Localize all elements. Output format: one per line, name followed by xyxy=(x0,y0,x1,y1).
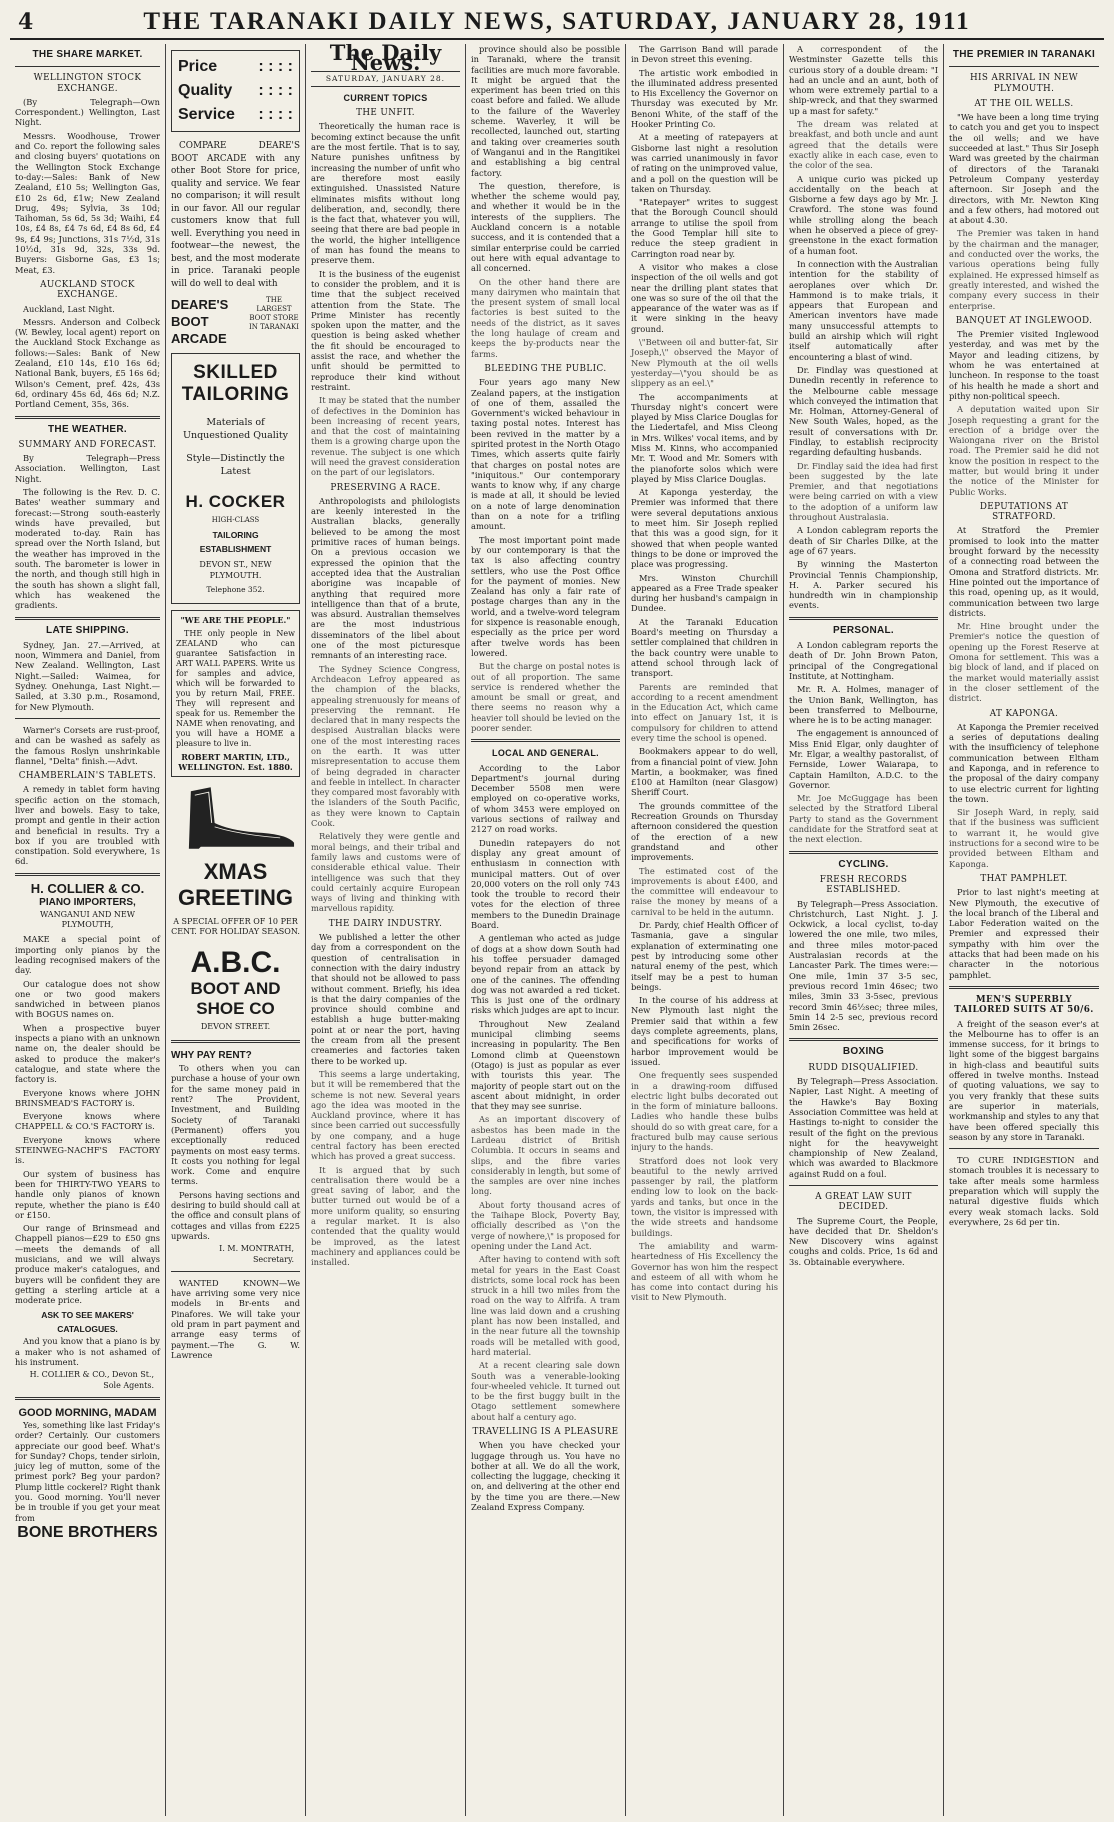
banquet-body: The Premier visited Inglewood yesterday, and was met by the Mayor and leading citizens, by whom he was entertained at luncheon. In response to the toast of his health he made a short and pithy non-political speech. xyxy=(949,329,1099,401)
materials-line: Materials of Unquestioned Quality xyxy=(182,417,289,441)
weather-heading: THE WEATHER. xyxy=(48,423,127,435)
kaponga-deputations: At Kaponga yesterday, the Premier was informed that there were several deputations anxious to meet him. Sir Joseph replied that this was a good sign, for it showed that when people wanted things to be done or improved the place was progressing. xyxy=(631,487,778,570)
everyone-knows-1: Everyone knows where JOHN BRINSMEAD'S FACTORY is. xyxy=(15,1087,160,1108)
collier-body-1: MAKE a special point of importing only pianos by the leading recognised makers of the day. xyxy=(15,934,160,976)
corsets-advert: Warner's Corsets are rust-proof, and can be washed as safely as the famous Roslyn unshrinkable flannel, "Delta" finish.—Advt. xyxy=(15,724,160,766)
shipping-heading: LATE SHIPPING. xyxy=(46,624,129,636)
forecast-heading: SUMMARY AND FORECAST. xyxy=(18,439,157,450)
education-board-item: At the Taranaki Education Board's meeting on Thursday a settler complained that children in the back country were unable to attend school through lack of transport. xyxy=(631,616,778,679)
cocker-name: H. COCKER xyxy=(185,492,286,511)
personal-item-3: The engagement is announced of Miss Enid Elgar, only daughter of Mr. Elgar, a wealthy pastoralist, of Fernside, Lower Waiarapa, to Captain Hamilton, A.D.C. to the Governor. xyxy=(789,728,938,790)
ladies-boot-illustration xyxy=(171,783,300,853)
why-pay-rent-body-2: Persons having sections and desiring to build should call at the office and consult plans of cottages and villas from £225 upwards. xyxy=(171,1189,300,1241)
forecast-intro: By Telegraph—Press Association. Wellington, Last Night. xyxy=(15,453,160,484)
column-1 xyxy=(10,44,166,1816)
local-item-3: A gentleman who acted as judge of dogs at a show down South had his toffee persuader damaged beyond repair from an attack by one of the canines. The offending dog was not awarded a red ticket. This is just one of the ordinary risks which judges are apt to incur. xyxy=(471,933,620,1016)
deputations-heading: DEPUTATIONS AT STRATFORD. xyxy=(979,501,1069,523)
collier-body-3: When a prospective buyer inspects a piano with an unknown name on, the dealer should be asked to produce the maker's catalogue, and state where the factory is. xyxy=(15,1022,160,1085)
pamphlet-body: Prior to last night's meeting at New Plymouth, the executive of the local branch of the Liberal and Labor Federation waited on the Premier and expressed their sympathy with him over the attacks that had been made on his character in the notorious pamphlet. xyxy=(949,887,1099,980)
illuminated-address: The artistic work embodied in the illuminated address presented to His Excellency the Governor on Thursday was executed by Mr. Benoni White, of the staff of the Hooker Printing Co. xyxy=(631,67,778,130)
column-5: The Garrison Band will parade in Devon street this evening. The artistic work embodied in the illuminated address presented to His Excellency the Governor on Thursday was executed by Mr. Benoni White, of the staff of the Hooker Printing Co. At a meeting of ratepayers at Gisborne last night a resolution was carried unanimously in favor of rating on the unimproved value, and a poll on the question will be taken on Thursday. "Ratepayer" writes to suggest that the Borough Council should arrange to utilise the spoil from the Good Templar hill site to reduce the steep gradient in Carrington road near by. A visitor who makes a close inspection of the oil wells and got near the drilling plant states that one was so sure of the oil that the appearance of the water was as if it were sinking in the heavy ground. \"Between oil and butter-fat, Sir Joseph,\" observed the Mayor of New Plymouth at the oil wells yesterday—\"you should be as slippery as an eel.\" The accompaniments at Thursday night's concert were played by Miss Clarice Douglas for the Liedertafel, and Miss Cleong in Mrs. Wilkes' vocal items, and by Miss M. Kinns, who accompanied Mr. T. Wood and Mr. Somers with the pianoforte solos which were played by Miss Clarice Douglas. At Kaponga yesterday, the Premier was informed that there were several deputations anxious to meet him. Sir Joseph replied that this was a good sign, for it showed that when people wanted things to be done or improved the place was progressing. Mrs. Winston Churchill appeared as a Free Trade speaker during her husband's campaign in Dundee. At the Taranaki Education Board's meeting on Thursday a settler complained that children in the back country were unable to attend school through lack of transport. Parents are reminded that according to a recent amendment in the Education Act, which came into effect on January 1st, it is compulsory for children to attend every time the school is opened. Bookmakers appear to do well, from a financial point of view. John Martin, a bookmaker, was fined £100 at Hamilton (near Glasgow) Sheriff Court. The grounds committee of the Recreation Grounds on Thursday afternoon considered the question of the erection of a new grandstand and other improvements. The estimated cost of the improvements is about £400, and the committee will endeavour to raise the money by means of a carnival to be held in the autumn. Dr. Pardy, chief Health Officer of Tasmania, gave a singular explanation of exterminating one pest by introducing some other natural enemy of the pest, which itself may be a pest to human beings. In the course of his address at New Plymouth last night the Premier said that within a few days complete agreements, plans, and specifications for works of harbor improvement would be issued. One frequently sees suspended in a drawing-room diffused electric light bulbs decorated out in the form of miniature balloons. Ladies who handle these bulbs should do so with great care, for a fractured bulb may cause serious injury to the hands. Stratford does not look very beautiful to the newly arrived passenger by rail, the platform ending low to look on the back-yards and tanks, but once in the town, the visitor is impressed with the wide streets and handsome buildings. The amiability and warm-heartedness of His Excellency the Governor has won him the respect and esteem of all with whom he has come into contact during his visit to New Plymouth. xyxy=(626,44,784,1816)
chamberlain-body: A remedy in tablet form having specific action on the stomach, liver and bowels. Easy to take, prompt and gentle in their action and beneficial in results. Try a box if you are troubled with constipation. Sold everywhere, 1s 6d. xyxy=(15,784,160,867)
skilled-tailoring: SKILLED TAILORING xyxy=(181,362,290,405)
churchill-item: Mrs. Winston Churchill appeared as a Free Trade speaker during her husband's campaign in Dundee. xyxy=(631,572,778,614)
cocker-advert xyxy=(171,353,300,604)
oil-wells-heading: AT THE OIL WELLS. xyxy=(974,98,1074,109)
concert-accompaniments: The accompaniments at Thursday night's concert were played by Miss Clarice Douglas for the Liedertafel, and Miss Cleong in Mrs. Wilkes' vocal items, and by Miss M. Kinns, who accompanied Mr. T. Wood and Mr. Somers with the pianoforte solos which were played by Miss Clarice Douglas. xyxy=(631,391,778,484)
columns xyxy=(10,44,1104,1816)
catalogues-line: ASK TO SEE MAKERS' CATALOGUES. xyxy=(41,1310,134,1335)
good-morning-body: Yes, something like last Friday's order? Certainly. Our customers appreciate our good beef. What's for Sunday? Chops, tender sirloin, juicy leg of mutton, some of the primest pork? Beg your pardon? Plump little cockerel? Right thank you. Good morning. You'll never be in trouble if you get your meat from xyxy=(15,1419,160,1523)
fresh-records-heading: FRESH RECORDS ESTABLISHED. xyxy=(819,874,908,896)
wellington-exchange-heading: WELLINGTON STOCK EXCHANGE. xyxy=(33,73,142,94)
local-item-1: According to the Labor Department's journal during December 5508 men were employed on co-operative works, of whom 3453 were employed on various sections of railway and 2127 on road works. xyxy=(471,762,620,835)
ratepayer-letter: "Ratepayer" writes to suggest that the Borough Council should arrange to utilise the spoil from the Good Templar hill site to reduce the steep gradient in Carrington road near by. xyxy=(631,197,778,259)
cycling-heading: CYCLING. xyxy=(838,858,889,870)
premier-harbor-item: In the course of his address at New Plymouth last night the Premier said that within a few days complete agreements, plans, and specifications for works of harbor improvement would be issued. xyxy=(631,995,778,1067)
chamberlain-heading: CHAMBERLAIN'S TABLETS. xyxy=(18,771,157,782)
preserving-race-heading: PRESERVING A RACE. xyxy=(330,482,441,493)
cocker-high-class: HIGH-CLASS xyxy=(211,516,260,524)
forecast-body: The following is the Rev. D. C. Bates' weather summary and forecast:—Strong south-easterly winds have prevailed, but moderated to-day. Rain has spread over the North Island, but the weather has improved in the south. The barometer is lower in the north, and though still high in the south has shown a slight fall, which has weakened the gradients. xyxy=(15,486,160,611)
masthead xyxy=(10,6,1104,40)
bleeding-body: Four years ago many New Zealand papers, at the instigation of one of them, assailed the Government's wicked behaviour in taxing postal notes. Interest has been revived in the matter by a spirited protest in the North Otago Times, which asserts quite fairly that charges on postal notes are "iniquitous." Our contemporary wants to know why, if any charge is made at all, it should be levied on a note of large denomination than on a note for a trifling amount. xyxy=(471,377,620,532)
everyone-knows-3: Everyone knows where STEINWEG-NACHF'S FACTORY is. xyxy=(15,1134,160,1166)
gisborne-ratepayers: At a meeting of ratepayers at Gisborne last night a resolution was carried unanimously in favor of rating on the unimproved value, and a poll on the question will be taken on Thursday. xyxy=(631,132,778,194)
collier-body-2: Our catalogue does not show one or two good makers sandwiched in between pianos with BOGUS names on. xyxy=(15,978,160,1020)
local-item-4: Throughout New Zealand municipal climbing seems increasing in popularity. The Ben Lomond climb at Queenstown (Otago) is just as popular as ever with tourists this year. The majority of people start out on the ascent about midnight, in order that they may see sunrise. xyxy=(471,1018,620,1112)
wanted-known: WANTED KNOWN—We have arriving some very nice models in Br-ents and Pinafores. We will take your old pram in part payment and arrange easy terms of payment.—The G. W. Lawrence xyxy=(171,1277,300,1360)
column-3: The Daily News. SATURDAY, JANUARY 28. CURRENT TOPICS THE UNFIT. Theoretically the human race is becoming extinct because the unfit are the most fertile. That is to say, Nature punishes unfitness by increasing the number of unfit who are therefore most easily extinguished. Unassisted Nature eliminates misfits without long deliberation, and, secondly, there is the fact that, whatever you will, seeing that there are bad people in the world, the higher intelligence of man has found the means to preserve them. It is the business of the eugenist to consider the problem, and it is time that the subject received attention from the State. The Prime Minister has recently spoken upon the matter, and the question is being asked whether the fit should be encouraged to assist the race, and whether the unfit should be permitted to reproduce their kind without restraint. It may be stated that the number of defectives in the Dominion has been increasing of recent years, and that the cost of maintaining them is a growing charge upon the revenue. The subject is one which will need the gravest consideration on the part of our legislators. PRESERVING A RACE. Anthropologists and philologists are keenly interested in the Australian blacks, generally believed to be among the most primitive races of human beings. On a previous occasion we expressed the opinion that the accepted idea that the Australian aborigine was incapable of anything that required more intelligence than that of a brute, was absurd. Australian themselves are the most industrious disseminators of the libel about one of the most picturesque remnants of an interesting race. The Sydney Science Congress, Archdeacon Lefroy appeared as the champion of the blacks, appealing strenuously for means of preserving the remnant. He declared that in many respects the despised Australian blacks were one of the most interesting races on the earth. It was utter misrepresentation to accuse them of being degraded in character and feeble in intellect. In character they compared most favorably with the islanders of the South Pacific, as they were known to Captain Cook. Relatively they were gentle and moral beings, and their tribal and family laws and customs were of considerable ethical value. Their intelligence was such that they could certainly acquire European ways of living and thinking with marvellous rapidity. THE DAIRY INDUSTRY. We published a letter the other day from a correspondent on the question of centralisation in connection with the dairy industry that should not be allowed to pass without comment. Briefly, his idea is that the dairy companies of the province should combine and establish a huge butter-making point at or near the port, having the cream from all the present creameries and factories taken there to be worked up. This seems a large undertaking, but it will be remembered that the scheme is not new. Several years ago the idea was mooted in the Auckland province, where it has since been carried out successfully by one company, and a huge central factory has been erected which has proved a great success. It is argued that by such centralisation there would be a great saving of labor, and the butter turned out would be of a more uniform quality, so ensuring a regular market. It is also contended that the quality would be improved, as the latest machinery and appliances could be installed. xyxy=(306,44,466,1816)
cocker-telephone: Telephone 352. xyxy=(206,584,265,594)
xmas-greeting: XMAS GREETING xyxy=(178,859,293,911)
law-suit-body: The Supreme Court, the People, have decided that Dr. Sheldon's New Discovery wins against coughs and colds. Price, 1s 6d and 3s. Obtainable everywhere. xyxy=(789,1215,938,1267)
xmas-offer: A SPECIAL OFFER OF 10 PER CENT. FOR HOLIDAY SEASON. xyxy=(171,917,300,937)
banquet-heading: BANQUET AT INGLEWOOD. xyxy=(955,315,1093,326)
law-suit-heading: A GREAT LAW SUIT DECIDED. xyxy=(815,1191,912,1213)
deare-tagline: THE LARGEST BOOT STORE IN TARANAKI xyxy=(249,296,299,331)
rudd-disqualified-heading: RUDD DISQUALIFIED. xyxy=(808,1062,919,1073)
dilke-death: A London cablegram reports the death of Sir Charles Dilke, at the age of 67 years. xyxy=(789,525,938,556)
style-line: Style—Distinctly the Latest xyxy=(186,453,285,477)
why-pay-rent-body: To others when you can purchase a house of your own for the same money paid in rent? The Provident, Investment, and Building Society of Taranaki (Permanent) offers you exceptionally reduced payments on most easy terms. It costs you nothing for legal work. Come and enquire terms. xyxy=(171,1063,300,1187)
current-topics-heading: CURRENT TOPICS xyxy=(343,92,428,103)
dairy-heading: THE DAIRY INDUSTRY. xyxy=(328,918,443,929)
collier-towns: WANGANUI AND NEW PLYMOUTH, xyxy=(39,909,135,930)
auckland-body: Messrs. Anderson and Colbeck (W. Bewley, local agent) report on the Auckland Stock Exchange as follows:—Sales: Bank of New Zealand, £10 14s, £10 16s 6d; National Bank, buyers, £5 16s 6d; Wilson's Cement, pref. 42s, 43s 6d, ordinary 45s 6d, 46s 6d; N.Z. Portland Cement, 35s, 36s. xyxy=(15,316,160,410)
auckland-exchange-heading: AUCKLAND STOCK EXCHANGE. xyxy=(40,279,135,301)
wellington-intro: (By Telegraph—Own Correspondent.) Wellington, Last Night. xyxy=(15,96,160,128)
range-body: Our range of Brinsmead and Chappell pianos—£29 to £50 gns—meets the demands of all musicians, and we will always produce maker's catalogues, and buyers will be confident they are getting a sterling article at a moderate price. xyxy=(15,1223,160,1306)
system-body: Our system of business has been for THIRTY-TWO YEARS to handle only pianos of known repute, whether the piano is £40 or £150. xyxy=(15,1168,160,1220)
column-6: A correspondent of the Westminster Gazette tells this curious story of a double dream: "I had an uncle and an aunt, both of whom were extremely partial to a ship-wreck, and that they swarmed up a mast for safety." The dream was related at breakfast, and both uncle and aunt agreed that the details were exactly alike in each case, even to the color of the sea. A unique curio was picked up accidentally on the beach at Gisborne a few days ago by Mr. J. Crawford. The stone was found while strolling along the beach when he observed a piece of grey-greenstone in the exact formation of a human foot. In connection with the Australian intention for the stability of aeroplanes over which Dr. Hammond is to make trials, it appears that European and American inventors have made many unsuccessful attempts to build an airship which will right itself automatically after encountering a blast of wind. Dr. Findlay was questioned at Dunedin recently in reference to the Melbourne cable message which conveyed the intimation that Mr. Holman, Attorney-General of New South Wales, hoped, as the result of conversations with Dr. Findlay, to establish reciprocity regarding defaulting husbands. Dr. Findlay said the idea had first been suggested by the late Premier, and that negotiations were being carried on with a view to the adoption of a uniform law throughout Australasia. A London cablegram reports the death of Sir Charles Dilke, at the age of 67 years. By winning the Masterton Provincial Tennis Championship, H. A. Parker secured his hundredth win in championship events. PERSONAL. A London cablegram reports the death of Dr. John Brown Paton, principal of the Congregational Institute, at Nottingham. Mr. R. A. Holmes, manager of the Union Bank, Wellington, has been transferred to Melbourne, where he is to be acting manager. The engagement is announced of Miss Enid Elgar, only daughter of Mr. Elgar, a wealthy pastoralist, of Fernside, Lower Waiarapa, to Captain Hamilton, A.D.C. to the Governor. Mr. Joe McGuggage has been selected by the Stratford Liberal Party to stand as the Government candidate for the Stratford seat at the next election. CYCLING. FRESH RECORDS ESTABLISHED. By Telegraph—Press Association. Christchurch, Last Night. J. J. Ockwick, a local cyclist, to-day lowered the one mile, two miles, and three miles motor-paced Australasian records at the Lancaster Park. The times were:—One mile, 1min 37 3-5 sec, previous record 1min 46sec; two miles, 3min 33 3-5sec, previous record 3min 46½sec; three miles, 5min 14 2-5 sec, previous record 5min 26sec. BOXING RUDD DISQUALIFIED. By Telegraph—Press Association. Napier, Last Night. A meeting of the Hawke's Bay Boxing Association Committee was held at Hastings to-night to consider the result of the fight on the previous night for the heavyweight championship of New Zealand, which was awarded to Blackmore against Rudd on a foul. A GREAT LAW SUIT DECIDED. The Supreme Court, the People, have decided that Dr. Sheldon's New Discovery wins against coughs and colds. Price, 1s 6d and 3s. Obtainable everywhere. xyxy=(784,44,944,1816)
the-daily-news-title: The Daily News. xyxy=(329,44,442,76)
why-pay-rent: WHY PAY RENT? xyxy=(171,1050,252,1062)
shipping-body: Sydney, Jan. 27.—Arrived, at noon, Wimmera and Daniel, from New Zealand. Wellington, Last Night.—Sailed: Waimea, for Sydney. Onehunga, Last Night.—Sailed, at 3.30 p.m., Rosamond, for New Plymouth. xyxy=(15,639,160,712)
we-are-the-people: "WE ARE THE PEOPLE." xyxy=(180,615,291,626)
page-number: 4 xyxy=(18,9,34,35)
unfit-heading: THE UNFIT. xyxy=(356,108,415,119)
boxing-heading: BOXING xyxy=(842,1046,885,1058)
oil-wells-body: "We have been a long time trying to catch you and get you to inspect the oil wells; and we have succeeded at last." Thus Sir Joseph Ward was greeted by the chairman of directors of the Taranaki Petroleum Company yesterday afternoon. Sir Joseph and the directors, with Mr. Newton King and a few others, had motored out at about 4.30. xyxy=(949,112,1099,226)
tasmania-health-item: Dr. Pardy, chief Health Officer of Tasmania, gave a singular explanation of exterminating one pest by introducing some other natural enemy of the pest, which itself may be a pest to human beings. xyxy=(631,920,778,992)
personal-item-2: Mr. R. A. Holmes, manager of the Union Bank, Wellington, has been transferred to Melbourne, where he is to be acting manager. xyxy=(789,684,938,726)
service-word: Service xyxy=(178,106,235,123)
newspaper-title: THE TARANAKI DAILY NEWS, SATURDAY, JANUARY 28, 1911 xyxy=(143,8,971,35)
oil-wells-visitor: A visitor who makes a close inspection of the oil wells and got near the drilling plant states that one was so sure of the oil that the appearance of the water was as if it were sinking in the heavy ground. xyxy=(631,261,778,334)
bleeding-heading: BLEEDING THE PUBLIC. xyxy=(484,363,607,374)
airship-item: In connection with the Australian intention for the stability of aeroplanes over which Dr. Hammond is to make trials, it appears that European and American inventors have made many unsuccessful attempts to build an airship which will right itself automatically after encountering a blast of wind. xyxy=(789,258,938,362)
deputations-body: At Stratford the Premier promised to look into the matter brought forward by the necessity of a connecting road between the Omona and Stratford districts. Mr. Hine pointed out the importance of this road, opening up, as it would, communication between two large districts. xyxy=(949,525,1099,618)
wellington-body: Messrs. Woodhouse, Trower and Co. report the following sales and closing buyers' quotations on the Wellington Stock Exchange to-day:—Sales: Bank of New Zealand, £10 5s; Wellington Gas, £10 2s 6d, £1w; New Zealand Drug, 49s; Sylvia, 3s 10d; Taihoman, 5s 6d, 5s 3d; Waihi, £4 10s, £4 8s, £4 7s 6d, £4 8s 6d, £4 9s, £4 9s; Junctions, 31s 7½d, 31s 10½d, 31s 9d, 32s, 33s 9d. Buyers: Gisborne Gas, £3 1s; Meat, £3. xyxy=(15,130,160,275)
unfit-body: Theoretically the human race is becoming extinct because the unfit are the most fertile. That is to say, Nature punishes unfitness by increasing the number of unfit who are therefore most easily extinguished. Unassisted Nature eliminates misfits without long deliberation, and, secondly, there is the fact that, whatever you will, seeing that there are bad people in the world, the higher intelligence of man has found the means to preserve them. xyxy=(311,121,460,266)
garrison-band: The Garrison Band will parade in Devon street this evening. xyxy=(631,44,778,65)
compare-deare-body: COMPARE DEARE'S BOOT ARCADE with any other Boot Store for price, quality and service. We fear no comparison; it will result in our favor. All our regular customers know that full well. Everything you need in footwear—the newest, the best, and the most moderate in price. Taranaki people will do well to deal with xyxy=(171,141,300,289)
cocker-address: DEVON ST., NEW PLYMOUTH. xyxy=(199,560,272,580)
deare-price-ad: Price : : : : Quality : : : : Service : : : : xyxy=(171,50,300,132)
indigestion-advert: TO CURE INDIGESTION and stomach troubles it is necessary to take after meals some harmless preparation which will supply the natural digestive fluids which every weak stomach lacks. Sold everywhere, 2s 6d per tin. xyxy=(949,1155,1099,1227)
suits-heading: MEN'S SUPERBLY TAILORED SUITS AT 50/6. xyxy=(954,994,1094,1016)
kaponga-heading: AT KAPONGA. xyxy=(989,708,1059,719)
personal-heading: PERSONAL. xyxy=(832,624,895,636)
pamphlet-heading: THAT PAMPHLET. xyxy=(980,873,1068,884)
everyone-knows-2: Everyone knows where CHAPPELL & CO.'S FACTORY is. xyxy=(15,1111,160,1132)
unfit-body-2: It is the business of the eugenist to consider the problem, and it is time that the subject received attention from the State. The Prime Minister has recently spoken upon the matter, and the question is being asked whether the fit should be encouraged to assist the race, and whether the unfit should be permitted to reproduce their kind without restraint. xyxy=(311,268,460,392)
bookmakers-item: Bookmakers appear to do well, from a financial point of view. John Martin, a bookmaker, was fined £100 at Hamilton (near Glasgow) Sheriff Court. xyxy=(631,746,778,798)
auckland-intro: Auckland, Last Night. xyxy=(23,303,115,314)
catalogues-body: And you know that a piano is by a maker who is not ashamed of his instrument. xyxy=(15,1336,160,1368)
dairy-continuation: province should also be possible in Taranaki, where the transit facilities are much more favorable. It might be argued that the experiment has been tried on this coast before and failed. We allude to the failure of the Waverley scheme. Waverley, it will be recollected, launched out, starting and taking over creameries south of Wanganui and in the Rangitikei and establishing a big central factory. xyxy=(471,44,620,178)
column-2 xyxy=(166,44,306,1816)
cycling-body: By Telegraph—Press Association. Christchurch, Last Night. J. J. Ockwick, a local cyclist, to-day lowered the one mile, two miles, and three miles motor-paced Australasian records at the Lancaster Park. The times were:—One mile, 1min 37 3-5 sec, previous record 1min 46sec; two miles, 3min 33 3-5sec, previous record 3min 46½sec; three miles, 5min 14 2-5 sec, previous record 5min 26sec. xyxy=(789,898,938,1033)
column-7: THE PREMIER IN TARANAKI HIS ARRIVAL IN NEW PLYMOUTH. AT THE OIL WELLS. "We have been a long time trying to catch you and get you to inspect the oil wells; and we have succeeded at last." Thus Sir Joseph Ward was greeted by the chairman of directors of the Taranaki Petroleum Company yesterday afternoon. Sir Joseph and the directors, with Mr. Newton King and a few others, had motored out at about 4.30. The Premier was taken in hand by the chairman and the manager, and conducted over the works, the various operations being fully explained. He expressed himself as greatly interested, and wished the company every success in their enterprise. BANQUET AT INGLEWOOD. The Premier visited Inglewood yesterday, and was met by the Mayor and leading citizens, by whom he was entertained at luncheon. In response to the toast of his health he made a short and pithy non-political speech. A deputation waited upon Sir Joseph requesting a grant for the erection of a bridge over the Waiongana river on the Bristol road. The Premier said he did not know the position in respect to the matter, but would bring it under the notice of the Minister for Public Works. DEPUTATIONS AT STRATFORD. At Stratford the Premier promised to look into the matter brought forward by the necessity of a connecting road between the Omona and Stratford districts. Mr. Hine pointed out the importance of this road, opening up, as it would, communication between two large districts. Mr. Hine brought under the Premier's notice the question of opening up the Forest Reserve at Omona for settlement. This was a big block of land, and if placed on the market would materially assist in the closer settlement of the district. AT KAPONGA. At Kaponga the Premier received a series of deputations dealing with the insufficiency of telephone communication between Eltham and Kaponga, and in reference to the proposal of the dairy company to use electric current for lighting the town. Sir Joseph Ward, in reply, said that if the business was sufficient to warrant it, he would give instructions for a second wire to be provided between Eltham and Kaponga. THAT PAMPHLET. Prior to last night's meeting at New Plymouth, the executive of the local branch of the Liberal and Labor Federation waited on the Premier and expressed their sympathy with him over the attacks that had been made on his character in the notorious pamphlet. MEN'S SUPERBLY TAILORED SUITS AT 50/6. A freight of the season ever's at the Melbourne has to offer is an immense success, for it brings to light some of the biggest bargains in high-class and beautiful suits offered in twelve months. Instead of quoting valuations, we say to you very frankly that these suits are superior in materials, workmanship and styles to any that have been offered specially this season by any store in Taranaki. TO CURE INDIGESTION and stomach troubles it is necessary to take after meals some harmless preparation which will supply the natural digestive fluids which every weak stomach lacks. Sold everywhere, 2s 6d per tin. xyxy=(949,49,1099,1227)
collier-subheading: PIANO IMPORTERS, xyxy=(39,896,136,908)
suits-body: A freight of the season ever's at the Melbourne has to offer is an immense success, for it brings to light some of the biggest bargains in high-class and beautiful suits offered in twelve months. Instead of quoting valuations, we say to you very frankly that these suits are superior in materials, workmanship and styles to any that have been offered specially this season by any store in Taranaki. xyxy=(949,1018,1099,1142)
robert-martin: ROBERT MARTIN, LTD., WELLINGTON. Est. 1880. xyxy=(178,752,293,773)
column-4: province should also be possible in Taranaki, where the transit facilities are much more favorable. It might be argued that the experiment has been tried on this coast before and failed. We allude to the failure of the Waverley scheme. Waverley, it will be recollected, launched out, starting and taking over creameries south of Wanganui and in the Rangitikei and establishing a big central factory. The question, therefore, is whether the scheme would pay, and whether it would be in the interests of the suppliers. The Auckland concern is a notable success, and it is contended that a similar enterprise could be carried out here with equal advantage to all concerned. On the other hand there are many dairymen who maintain that the present system of small local factories is best suited to the needs of the district, as it saves the long haulage of cream and keeps the by-products near the farms. BLEEDING THE PUBLIC. Four years ago many New Zealand papers, at the instigation of one of them, assailed the Government's wicked behaviour in taxing postal notes. Interest has been revived in the matter by a spirited protest in the North Otago Times, which asserts quite fairly that charges on postal notes are "iniquitous." Our contemporary wants to know why, if any charge is made at all, it should be levied on a note of large denomination than on a note for a trifling amount. The most important point made by our contemporary is that the tax is also affecting country settlers, who use the Post Office for the payment of monies. New Zealand has only a fair rate of postage charges than any in the world, and a twelve-word telegram for sixpence is reasonable enough, especially as the price per word after twelve words has been lowered. But the charge on postal notes is out of all proportion. The same service is rendered whether the amount be small or great, and there seems no reason why a heavier toll should be levied on the poorer sender. LOCAL AND GENERAL. According to the Labor Department's journal during December 5508 men were employed on co-operative works, of whom 3453 were employed on various sections of railway and 2127 on road works. Dunedin ratepayers do not display any great amount of enthusiasm in connection with municipal matters. Out of over 20,000 voters on the roll only 743 took the trouble to record their votes for the election of three members to the Dunedin Drainage Board. A gentleman who acted as judge of dogs at a show down South had his toffee persuader damaged beyond repair from an attack by one of the canines. The offending dog was not awarded a red ticket. This is just one of the ordinary risks which judges are apt to incur. Throughout New Zealand municipal climbing seems increasing in popularity. The Ben Lomond climb at Queenstown (Otago) is just as popular as ever with tourists this year. The majority of people start out on the ascent about midnight, in order that they may see sunrise. As an important discovery of asbestos has been made in the Lardeau district of British Columbia. It occurs in seams and slips, and the fibre varies considerably in length, but some of the samples are over nine inches long. About forty thousand acres of the Taihape Block, Poverty Bay, officially described as \"on the verge of nowhere,\" is proposed for opening under the Land Act. After having to contend with soft metal for years in the East Coast districts, some local rock has been struck in a hill two miles from the road on the way to Alfrifa. A tram line was laid down and a crushing plant has now been installed, and in the near future all the township roads will be metalled with good, hard material. At a recent clearing sale down South was a venerable-looking four-wheeled vehicle. It turned out to be the first buggy built in the Otago settlement somewhere about half a century ago. TRAVELLING IS A PLEASURE When you have checked your luggage through us. You have no bother at all. We do all the work, collecting the luggage, checking it on, and delivering at the other end by the time you are there.—New Zealand Express Company. xyxy=(466,44,626,1816)
tailoring-establishment: TAILORING ESTABLISHMENT xyxy=(199,530,272,555)
tennis-item: By winning the Masterton Provincial Tennis Championship, H. A. Parker secured his hundredth win in championship events. xyxy=(789,559,938,611)
boxing-body: By Telegraph—Press Association. Napier, Last Night. A meeting of the Hawke's Bay Boxing Association Committee was held at Hastings to-night to consider the result of the fight on the previous night for the heavyweight championship of New Zealand, which was awarded to Blackmore against Rudd on a foul. xyxy=(789,1076,938,1179)
dairy-continuation-2: The question, therefore, is whether the scheme would pay, and whether it would be in the interests of the suppliers. The Auckland concern is a notable success, and it is contended that a similar enterprise could be carried out here with equal advantage to all concerned. xyxy=(471,180,620,274)
quality-word: Quality xyxy=(178,82,233,99)
premier-heading: THE PREMIER IN TARANAKI xyxy=(952,49,1096,60)
martin-advert xyxy=(171,610,300,777)
good-morning-heading: GOOD MORNING, MADAM xyxy=(18,1406,157,1419)
bone-brothers: BONE BROTHERS xyxy=(17,1523,158,1541)
share-market-heading: THE SHARE MARKET. xyxy=(32,49,143,60)
travelling-heading: TRAVELLING IS A PLEASURE xyxy=(472,1427,619,1437)
deare-name: DEARE'S BOOT ARCADE xyxy=(171,297,229,346)
travelling-body: When you have checked your luggage through us. You have no bother at all. We do all the work, collecting the luggage, checking it on, and delivering at the other end by the time you are there.—New Zealand Express Company. xyxy=(471,1440,620,1513)
dateline: SATURDAY, JANUARY 28. xyxy=(311,71,460,87)
collier-signature: H. COLLIER & CO., Devon St., Sole Agents. xyxy=(29,1370,154,1390)
collier-heading: H. COLLIER & CO. xyxy=(30,880,145,896)
gisborne-curio: A unique curio was picked up accidentally on the beach at Gisborne a few days ago by Mr. J. Crawford. The stone was found while strolling along the beach when he observed a piece of grey-greenstone in the exact formation of a human foot. xyxy=(789,173,938,256)
westminster-dream: A correspondent of the Westminster Gazette tells this curious story of a double dream: "I had an uncle and an aunt, both of whom were extremely partial to a ship-wreck, and that they swarmed up a mast for safety." xyxy=(789,44,938,116)
abc-boot-and-shoe: BOOT AND SHOE CO xyxy=(190,979,281,1019)
price-word: Price xyxy=(178,58,218,75)
abc-street: DEVON STREET. xyxy=(200,1022,271,1032)
we-are-the-people-body: THE only people in New ZEALAND who can guarantee Satisfaction in ART WALL PAPERS. Write us for samples and advice, which will be forwarded to you by return Mail, FREE. They will represent and speak for us. Remember the NAME when renovating, and you will have a HOME a pleasure to live in. xyxy=(176,629,295,749)
findlay-item: Dr. Findlay was questioned at Dunedin recently in reference to the Melbourne cable message which conveyed the intimation that Mr. Holman, Attorney-General of New South Wales, hoped, as the result of conversations with Dr. Findlay, to establish reciprocity regarding defaulting husbands. xyxy=(789,364,938,458)
montrath-signature: I. M. MONTRATH, Secretary. xyxy=(219,1244,294,1264)
bleeding-body-2: The most important point made by our contemporary is that the tax is also affecting country settlers, who use the Post Office for the payment of monies. New Zealand has only a fair rate of postage charges than any in the world, and a twelve-word telegram for sixpence is reasonable enough, especially as the price per word after twelve words has been lowered. xyxy=(471,534,620,658)
grounds-committee: The grounds committee of the Recreation Grounds on Thursday afternoon considered the question of the erection of a new grandstand and other improvements. xyxy=(631,800,778,863)
local-item-2: Dunedin ratepayers do not display any great amount of enthusiasm in connection with municipal matters. Out of over 20,000 voters on the roll only 743 took the trouble to record their votes for the election of three members to the Dunedin Drainage Board. xyxy=(471,837,620,931)
personal-item-1: A London cablegram reports the death of Dr. John Brown Paton, principal of the Congregational Institute, at Nottingham. xyxy=(789,640,938,681)
local-general-heading: LOCAL AND GENERAL. xyxy=(492,748,599,759)
kaponga-body: At Kaponga the Premier received a series of deputations dealing with the insufficiency of telephone communication between Eltham and Kaponga, and in reference to the proposal of the dairy company to use electric current for lighting the town. xyxy=(949,721,1099,804)
preserving-race-body: Anthropologists and philologists are keenly interested in the Australian blacks, generally believed to be among the most primitive races of human beings. On a previous occasion we expressed the opinion that the accepted idea that the Australian aborigine was incapable of anything that required more intelligence than that of a brute, was absurd. Australian themselves are the most industrious disseminators of the libel about one of the most picturesque remnants of an interesting race. xyxy=(311,495,460,661)
arrival-heading: HIS ARRIVAL IN NEW PLYMOUTH. xyxy=(969,73,1079,94)
dairy-body: We published a letter the other day from a correspondent on the question of centralisation in connection with the dairy industry that should not be allowed to pass without comment. Briefly, his idea is that the dairy companies of the province should combine and establish a huge butter-making point at or near the port, having the cream from all the present creameries and factories taken there to be worked up. xyxy=(311,932,460,1066)
abc-logo: A.B.C. xyxy=(190,946,281,980)
